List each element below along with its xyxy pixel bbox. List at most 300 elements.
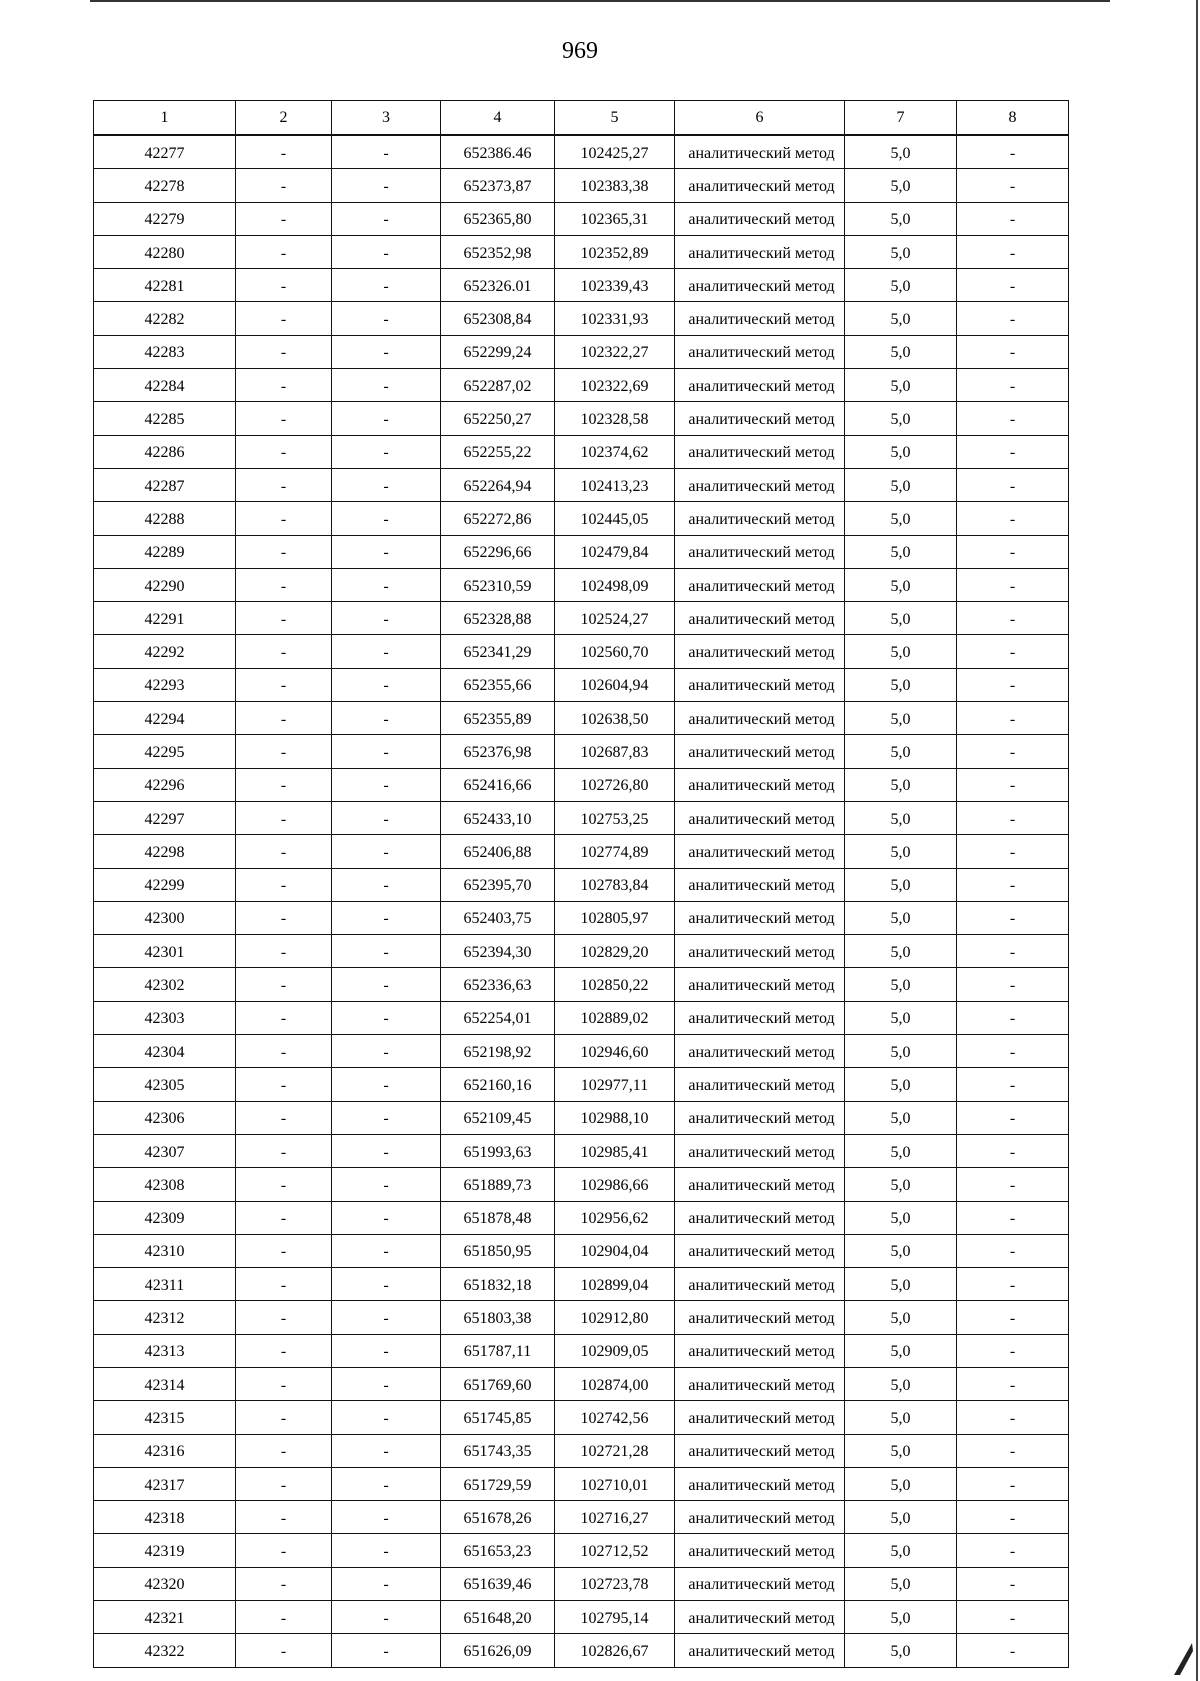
table-row	[94, 1501, 1069, 1534]
table-cell-col-3: -	[332, 1234, 441, 1267]
table-cell-col-2: -	[236, 1035, 332, 1068]
table-cell-col-6: аналитический метод	[675, 169, 845, 202]
table-cell-col-1: 42315	[94, 1401, 236, 1434]
table-cell-col-4: 652250,27	[441, 402, 555, 435]
table-cell-col-6: аналитический метод	[675, 369, 845, 402]
table-cell-col-3: -	[332, 801, 441, 834]
table-row	[94, 668, 1069, 701]
table-cell-col-3: -	[332, 169, 441, 202]
table-cell-col-8: -	[957, 1567, 1069, 1600]
table-cell-col-6: аналитический метод	[675, 1268, 845, 1301]
table-cell-col-7: 5,0	[845, 935, 957, 968]
table-cell-col-8: -	[957, 568, 1069, 601]
table-cell-col-1: 42299	[94, 868, 236, 901]
table-cell-col-6: аналитический метод	[675, 801, 845, 834]
table-cell-col-5: 102977,11	[555, 1068, 675, 1101]
table-cell-col-8: -	[957, 1001, 1069, 1034]
table-cell-col-6: аналитический метод	[675, 635, 845, 668]
table-row	[94, 135, 1069, 169]
table-cell-col-4: 652109,45	[441, 1101, 555, 1134]
table-cell-col-8: -	[957, 535, 1069, 568]
column-header-7: 7	[845, 101, 957, 136]
table-cell-col-7: 5,0	[845, 1134, 957, 1167]
table-cell-col-1: 42292	[94, 635, 236, 668]
table-cell-col-8: -	[957, 1334, 1069, 1367]
table-cell-col-4: 651648,20	[441, 1601, 555, 1634]
table-cell-col-7: 5,0	[845, 968, 957, 1001]
table-cell-col-1: 42317	[94, 1467, 236, 1500]
table-cell-col-2: -	[236, 968, 332, 1001]
table-cell-col-6: аналитический метод	[675, 835, 845, 868]
table-cell-col-6: аналитический метод	[675, 302, 845, 335]
table-cell-col-8: -	[957, 1201, 1069, 1234]
table-cell-col-6: аналитический метод	[675, 1501, 845, 1534]
table-cell-col-1: 42287	[94, 468, 236, 501]
table-cell-col-5: 102445,05	[555, 502, 675, 535]
table-cell-col-2: -	[236, 1401, 332, 1434]
table-cell-col-4: 651653,23	[441, 1534, 555, 1567]
table-cell-col-6: аналитический метод	[675, 1234, 845, 1267]
table-cell-col-3: -	[332, 235, 441, 268]
table-cell-col-2: -	[236, 1601, 332, 1634]
table-row	[94, 935, 1069, 968]
table-cell-col-3: -	[332, 668, 441, 701]
table-cell-col-6: аналитический метод	[675, 1134, 845, 1167]
table-cell-col-8: -	[957, 768, 1069, 801]
table-cell-col-8: -	[957, 502, 1069, 535]
table-cell-col-7: 5,0	[845, 602, 957, 635]
table-cell-col-8: -	[957, 1301, 1069, 1334]
table-row	[94, 568, 1069, 601]
table-cell-col-8: -	[957, 1101, 1069, 1134]
table-cell-col-6: аналитический метод	[675, 235, 845, 268]
table-cell-col-8: -	[957, 635, 1069, 668]
table-cell-col-1: 42288	[94, 502, 236, 535]
table-row	[94, 202, 1069, 235]
table-cell-col-6: аналитический метод	[675, 1301, 845, 1334]
table-cell-col-3: -	[332, 768, 441, 801]
table-cell-col-2: -	[236, 1334, 332, 1367]
table-cell-col-2: -	[236, 235, 332, 268]
table-cell-col-2: -	[236, 1567, 332, 1600]
table-cell-col-1: 42322	[94, 1634, 236, 1667]
table-cell-col-6: аналитический метод	[675, 202, 845, 235]
table-cell-col-3: -	[332, 1268, 441, 1301]
table-cell-col-7: 5,0	[845, 801, 957, 834]
table-row	[94, 801, 1069, 834]
table-cell-col-8: -	[957, 1134, 1069, 1167]
table-cell-col-1: 42279	[94, 202, 236, 235]
table-cell-col-4: 652299,24	[441, 335, 555, 368]
table-row	[94, 835, 1069, 868]
table-cell-col-3: -	[332, 568, 441, 601]
table-cell-col-5: 102909,05	[555, 1334, 675, 1367]
table-row	[94, 602, 1069, 635]
table-cell-col-7: 5,0	[845, 435, 957, 468]
table-row	[94, 369, 1069, 402]
table-cell-col-3: -	[332, 402, 441, 435]
table-row	[94, 968, 1069, 1001]
table-cell-col-6: аналитический метод	[675, 1601, 845, 1634]
table-cell-col-1: 42286	[94, 435, 236, 468]
table-cell-col-5: 102710,01	[555, 1467, 675, 1500]
table-cell-col-1: 42293	[94, 668, 236, 701]
table-cell-col-6: аналитический метод	[675, 702, 845, 735]
table-cell-col-5: 102328,58	[555, 402, 675, 435]
table-cell-col-5: 102352,89	[555, 235, 675, 268]
table-cell-col-3: -	[332, 1334, 441, 1367]
table-cell-col-4: 652403,75	[441, 901, 555, 934]
table-cell-col-5: 102874,00	[555, 1367, 675, 1400]
table-cell-col-4: 651626,09	[441, 1634, 555, 1667]
table-row	[94, 468, 1069, 501]
table-cell-col-1: 42304	[94, 1035, 236, 1068]
table-cell-col-2: -	[236, 1168, 332, 1201]
table-cell-col-2: -	[236, 535, 332, 568]
table-cell-col-1: 42310	[94, 1234, 236, 1267]
table-cell-col-1: 42291	[94, 602, 236, 635]
table-cell-col-5: 102850,22	[555, 968, 675, 1001]
table-cell-col-8: -	[957, 668, 1069, 701]
table-cell-col-5: 102753,25	[555, 801, 675, 834]
table-cell-col-8: -	[957, 801, 1069, 834]
table-cell-col-6: аналитический метод	[675, 535, 845, 568]
table-cell-col-5: 102826,67	[555, 1634, 675, 1667]
table-cell-col-1: 42297	[94, 801, 236, 834]
table-cell-col-4: 652310,59	[441, 568, 555, 601]
column-header-5: 5	[555, 101, 675, 136]
table-cell-col-3: -	[332, 1035, 441, 1068]
table-cell-col-5: 102374,62	[555, 435, 675, 468]
table-cell-col-7: 5,0	[845, 302, 957, 335]
table-row	[94, 1534, 1069, 1567]
table-cell-col-6: аналитический метод	[675, 602, 845, 635]
table-cell-col-7: 5,0	[845, 502, 957, 535]
table-cell-col-5: 102988,10	[555, 1101, 675, 1134]
table-row	[94, 735, 1069, 768]
table-cell-col-4: 651639,46	[441, 1567, 555, 1600]
table-cell-col-2: -	[236, 1134, 332, 1167]
table-cell-col-8: -	[957, 468, 1069, 501]
table-cell-col-8: -	[957, 1268, 1069, 1301]
table-cell-col-6: аналитический метод	[675, 668, 845, 701]
table-cell-col-6: аналитический метод	[675, 1201, 845, 1234]
table-cell-col-1: 42296	[94, 768, 236, 801]
table-cell-col-5: 102479,84	[555, 535, 675, 568]
table-cell-col-3: -	[332, 635, 441, 668]
table-cell-col-5: 102956,62	[555, 1201, 675, 1234]
table-cell-col-4: 652308,84	[441, 302, 555, 335]
table-cell-col-4: 652406,88	[441, 835, 555, 868]
table-row	[94, 1601, 1069, 1634]
table-cell-col-2: -	[236, 1634, 332, 1667]
table-cell-col-3: -	[332, 835, 441, 868]
table-cell-col-7: 5,0	[845, 868, 957, 901]
table-cell-col-4: 651743,35	[441, 1434, 555, 1467]
table-cell-col-5: 102716,27	[555, 1501, 675, 1534]
table-cell-col-2: -	[236, 1101, 332, 1134]
table-cell-col-8: -	[957, 1634, 1069, 1667]
table-cell-col-3: -	[332, 202, 441, 235]
table-cell-col-5: 102721,28	[555, 1434, 675, 1467]
table-cell-col-3: -	[332, 1601, 441, 1634]
table-cell-col-4: 652355,89	[441, 702, 555, 735]
table-cell-col-2: -	[236, 502, 332, 535]
table-cell-col-8: -	[957, 369, 1069, 402]
table-cell-col-8: -	[957, 402, 1069, 435]
table-cell-col-1: 42311	[94, 1268, 236, 1301]
table-cell-col-1: 42281	[94, 269, 236, 302]
table-row	[94, 1401, 1069, 1434]
table-cell-col-3: -	[332, 369, 441, 402]
table-cell-col-5: 102912,80	[555, 1301, 675, 1334]
table-cell-col-2: -	[236, 1501, 332, 1534]
table-cell-col-5: 102783,84	[555, 868, 675, 901]
table-cell-col-4: 652386.46	[441, 135, 555, 169]
table-cell-col-7: 5,0	[845, 402, 957, 435]
scan-right-edge	[1196, 0, 1198, 1681]
table-cell-col-7: 5,0	[845, 835, 957, 868]
table-cell-col-6: аналитический метод	[675, 502, 845, 535]
table-cell-col-1: 42321	[94, 1601, 236, 1634]
column-header-3: 3	[332, 101, 441, 136]
table-cell-col-6: аналитический метод	[675, 1534, 845, 1567]
table-cell-col-3: -	[332, 901, 441, 934]
table-cell-col-5: 102322,69	[555, 369, 675, 402]
table-cell-col-2: -	[236, 169, 332, 202]
table-cell-col-7: 5,0	[845, 668, 957, 701]
table-cell-col-5: 102331,93	[555, 302, 675, 335]
table-cell-col-6: аналитический метод	[675, 868, 845, 901]
page-curl-mark	[1172, 1637, 1194, 1677]
table-row	[94, 1634, 1069, 1667]
table-cell-col-2: -	[236, 1201, 332, 1234]
table-cell-col-2: -	[236, 335, 332, 368]
table-cell-col-6: аналитический метод	[675, 735, 845, 768]
table-cell-col-7: 5,0	[845, 169, 957, 202]
table-cell-col-1: 42300	[94, 901, 236, 934]
table-row	[94, 1001, 1069, 1034]
table-row	[94, 1301, 1069, 1334]
table-cell-col-5: 102322,27	[555, 335, 675, 368]
table-cell-col-6: аналитический метод	[675, 1467, 845, 1500]
table-row	[94, 1334, 1069, 1367]
table-cell-col-2: -	[236, 1534, 332, 1567]
table-cell-col-6: аналитический метод	[675, 1068, 845, 1101]
table-row	[94, 868, 1069, 901]
table-cell-col-5: 102638,50	[555, 702, 675, 735]
table-cell-col-4: 651850,95	[441, 1234, 555, 1267]
table-cell-col-1: 42302	[94, 968, 236, 1001]
table-cell-col-7: 5,0	[845, 1001, 957, 1034]
table-row	[94, 1068, 1069, 1101]
table-cell-col-5: 102904,04	[555, 1234, 675, 1267]
table-cell-col-4: 651769,60	[441, 1367, 555, 1400]
table-cell-col-7: 5,0	[845, 369, 957, 402]
table-cell-col-1: 42314	[94, 1367, 236, 1400]
table-cell-col-1: 42305	[94, 1068, 236, 1101]
column-header-1: 1	[94, 101, 236, 136]
table-cell-col-2: -	[236, 635, 332, 668]
table-cell-col-7: 5,0	[845, 635, 957, 668]
table-cell-col-6: аналитический метод	[675, 1367, 845, 1400]
table-cell-col-8: -	[957, 1068, 1069, 1101]
page-number: 969	[562, 38, 598, 64]
table-row	[94, 635, 1069, 668]
table-body	[94, 135, 1069, 1667]
column-header-8: 8	[957, 101, 1069, 136]
table-cell-col-3: -	[332, 868, 441, 901]
table-cell-col-8: -	[957, 1035, 1069, 1068]
table-cell-col-3: -	[332, 435, 441, 468]
table-cell-col-2: -	[236, 835, 332, 868]
table-cell-col-4: 652373,87	[441, 169, 555, 202]
table-cell-col-4: 651832,18	[441, 1268, 555, 1301]
table-row	[94, 1101, 1069, 1134]
table-cell-col-7: 5,0	[845, 1501, 957, 1534]
table-cell-col-7: 5,0	[845, 1234, 957, 1267]
table-cell-col-4: 651729,59	[441, 1467, 555, 1500]
table-cell-col-1: 42284	[94, 369, 236, 402]
table-cell-col-1: 42319	[94, 1534, 236, 1567]
table-cell-col-3: -	[332, 468, 441, 501]
table-cell-col-4: 652328,88	[441, 602, 555, 635]
table-cell-col-7: 5,0	[845, 1401, 957, 1434]
table-cell-col-4: 652395,70	[441, 868, 555, 901]
table-cell-col-7: 5,0	[845, 1434, 957, 1467]
table-cell-col-5: 102339,43	[555, 269, 675, 302]
table-cell-col-2: -	[236, 468, 332, 501]
table-row	[94, 1367, 1069, 1400]
table-cell-col-6: аналитический метод	[675, 1101, 845, 1134]
column-header-2: 2	[236, 101, 332, 136]
table-cell-col-3: -	[332, 335, 441, 368]
table-cell-col-7: 5,0	[845, 1068, 957, 1101]
table-cell-col-7: 5,0	[845, 235, 957, 268]
table-cell-col-7: 5,0	[845, 202, 957, 235]
table-cell-col-2: -	[236, 269, 332, 302]
table-row	[94, 269, 1069, 302]
table-cell-col-8: -	[957, 1501, 1069, 1534]
table-cell-col-3: -	[332, 535, 441, 568]
table-cell-col-3: -	[332, 1501, 441, 1534]
table-row	[94, 1168, 1069, 1201]
table-cell-col-8: -	[957, 202, 1069, 235]
table-cell-col-5: 102899,04	[555, 1268, 675, 1301]
table-cell-col-5: 102726,80	[555, 768, 675, 801]
table-row	[94, 1035, 1069, 1068]
table-cell-col-2: -	[236, 1268, 332, 1301]
table-cell-col-4: 652198,92	[441, 1035, 555, 1068]
table-cell-col-5: 102774,89	[555, 835, 675, 868]
table-cell-col-7: 5,0	[845, 1301, 957, 1334]
table-cell-col-1: 42277	[94, 135, 236, 169]
table-cell-col-5: 102889,02	[555, 1001, 675, 1034]
table-cell-col-4: 652160,16	[441, 1068, 555, 1101]
table-cell-col-1: 42283	[94, 335, 236, 368]
table-row	[94, 768, 1069, 801]
table-cell-col-1: 42309	[94, 1201, 236, 1234]
table-row	[94, 1567, 1069, 1600]
table-cell-col-4: 652264,94	[441, 468, 555, 501]
table-cell-col-1: 42320	[94, 1567, 236, 1600]
table-cell-col-4: 651803,38	[441, 1301, 555, 1334]
table-cell-col-7: 5,0	[845, 1201, 957, 1234]
table-cell-col-7: 5,0	[845, 901, 957, 934]
table-cell-col-5: 102795,14	[555, 1601, 675, 1634]
table-cell-col-6: аналитический метод	[675, 1567, 845, 1600]
table-cell-col-2: -	[236, 1434, 332, 1467]
table-cell-col-3: -	[332, 135, 441, 169]
table-cell-col-6: аналитический метод	[675, 935, 845, 968]
table-cell-col-1: 42278	[94, 169, 236, 202]
table-cell-col-7: 5,0	[845, 1168, 957, 1201]
table-row	[94, 535, 1069, 568]
table-cell-col-8: -	[957, 435, 1069, 468]
table-cell-col-7: 5,0	[845, 1268, 957, 1301]
table-row	[94, 1234, 1069, 1267]
table-cell-col-2: -	[236, 1234, 332, 1267]
table-row	[94, 702, 1069, 735]
table-cell-col-6: аналитический метод	[675, 1634, 845, 1667]
table-cell-col-6: аналитический метод	[675, 1168, 845, 1201]
table-cell-col-8: -	[957, 735, 1069, 768]
table-row	[94, 402, 1069, 435]
table-cell-col-5: 102805,97	[555, 901, 675, 934]
table-cell-col-5: 102946,60	[555, 1035, 675, 1068]
table-cell-col-7: 5,0	[845, 735, 957, 768]
table-cell-col-5: 102986,66	[555, 1168, 675, 1201]
table-cell-col-7: 5,0	[845, 1101, 957, 1134]
table-cell-col-3: -	[332, 1168, 441, 1201]
table-cell-col-2: -	[236, 735, 332, 768]
table-cell-col-1: 42280	[94, 235, 236, 268]
column-header-4: 4	[441, 101, 555, 136]
table-cell-col-6: аналитический метод	[675, 468, 845, 501]
table-cell-col-6: аналитический метод	[675, 1401, 845, 1434]
table-cell-col-8: -	[957, 1401, 1069, 1434]
table-cell-col-6: аналитический метод	[675, 768, 845, 801]
table-cell-col-1: 42285	[94, 402, 236, 435]
table-cell-col-6: аналитический метод	[675, 269, 845, 302]
table-cell-col-7: 5,0	[845, 135, 957, 169]
table-cell-col-6: аналитический метод	[675, 1035, 845, 1068]
table-cell-col-3: -	[332, 1567, 441, 1600]
table-cell-col-1: 42316	[94, 1434, 236, 1467]
table-cell-col-5: 102742,56	[555, 1401, 675, 1434]
table-cell-col-5: 102829,20	[555, 935, 675, 968]
table-cell-col-3: -	[332, 735, 441, 768]
table-cell-col-4: 652376,98	[441, 735, 555, 768]
table-cell-col-2: -	[236, 1367, 332, 1400]
table-cell-col-4: 651993,63	[441, 1134, 555, 1167]
table-cell-col-4: 651745,85	[441, 1401, 555, 1434]
table-row	[94, 335, 1069, 368]
table-cell-col-6: аналитический метод	[675, 901, 845, 934]
table-cell-col-7: 5,0	[845, 1534, 957, 1567]
table-cell-col-1: 42294	[94, 702, 236, 735]
table-cell-col-1: 42298	[94, 835, 236, 868]
table-cell-col-3: -	[332, 1101, 441, 1134]
table-cell-col-5: 102687,83	[555, 735, 675, 768]
table-cell-col-4: 652394,30	[441, 935, 555, 968]
table-cell-col-5: 102524,27	[555, 602, 675, 635]
table-cell-col-6: аналитический метод	[675, 135, 845, 169]
table-cell-col-5: 102723,78	[555, 1567, 675, 1600]
table-cell-col-3: -	[332, 1134, 441, 1167]
table-cell-col-8: -	[957, 1534, 1069, 1567]
table-cell-col-8: -	[957, 235, 1069, 268]
